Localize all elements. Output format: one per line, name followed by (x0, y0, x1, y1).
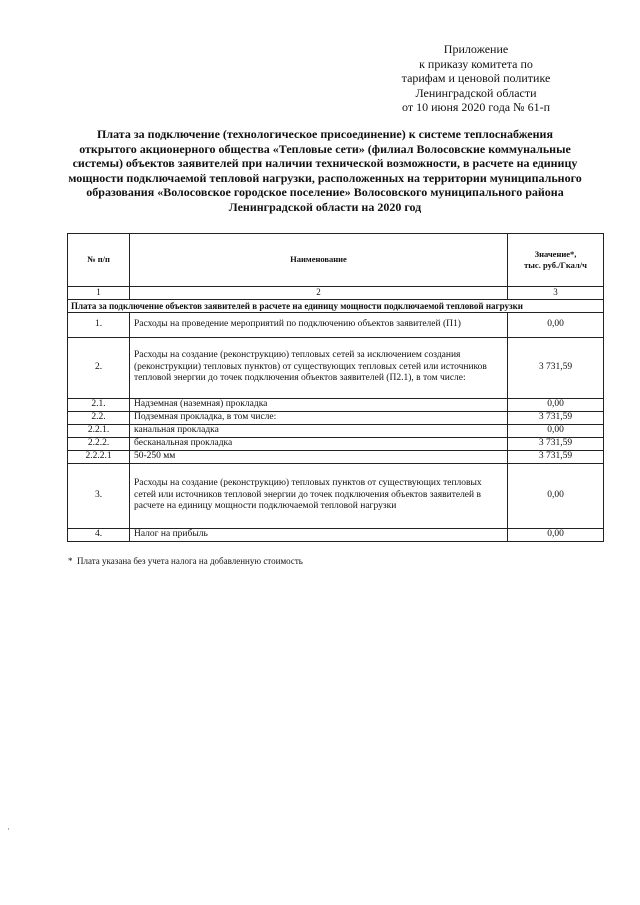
table-header-row (68, 234, 604, 287)
appendix-line: тарифам и ценовой политике (401, 71, 551, 85)
column-index: 2 (130, 287, 508, 300)
row-value: 0,00 (508, 463, 604, 528)
table-row (68, 528, 604, 541)
row-value: 3 731,59 (508, 450, 604, 463)
row-name: Надземная (наземная) прокладка (130, 398, 508, 411)
row-name: Налог на прибыль (130, 528, 508, 541)
footnote-text: Плата указана без учета налога на добавленную стоимость (77, 556, 303, 566)
row-num: 3. (68, 463, 130, 528)
header-value-line1: Значение*, (534, 248, 577, 259)
column-index: 1 (68, 287, 130, 300)
section-row (68, 299, 604, 312)
table-row (68, 424, 604, 437)
row-num: 2.2.1. (68, 424, 130, 437)
title-line: системы) объектов заявителей при наличии технической возможности, в расчете на единицу (72, 156, 578, 171)
header-name: Наименование (130, 234, 508, 287)
table-row (68, 463, 604, 528)
row-value: 0,00 (508, 398, 604, 411)
row-num: 2.1. (68, 398, 130, 411)
section-heading: Плата за подключение объектов заявителей в расчете на единицу мощности подключаемой тепловой нагрузки (68, 299, 604, 312)
table-row (68, 337, 604, 398)
fee-table (67, 233, 604, 542)
appendix-line: от 10 июня 2020 года № 61-п (402, 100, 550, 114)
table-row (68, 450, 604, 463)
table-row (68, 411, 604, 424)
row-name: Подземная прокладка, в том числе: (130, 411, 508, 424)
column-index: 3 (508, 287, 604, 300)
title-line: образования «Волосовское городское поселение» Волосовского муниципального района (86, 185, 564, 200)
title-line: Плата за подключение (технологическое присоединение) к системе теплоснабжения (97, 127, 553, 141)
row-name: 50-250 мм (130, 450, 508, 463)
row-num: 2. (68, 337, 130, 398)
table-row (68, 398, 604, 411)
row-name: Расходы на проведение мероприятий по подключению объектов заявителей (П1) (130, 312, 508, 337)
appendix-line: Приложение (443, 42, 509, 56)
table-row (68, 437, 604, 450)
header-value (508, 234, 604, 287)
footnote-asterisk: * (68, 556, 77, 566)
header-value-line2: тыс. руб./Гкал/ч (524, 260, 587, 270)
row-num: 2.2. (68, 411, 130, 424)
row-num: 1. (68, 312, 130, 337)
row-value: 3 731,59 (508, 411, 604, 424)
header-num: № п/п (68, 234, 130, 287)
appendix-header (366, 42, 586, 115)
table-row (68, 312, 604, 337)
row-name: канальная прокладка (130, 424, 508, 437)
row-value: 0,00 (508, 528, 604, 541)
row-num: 2.2.2.1 (68, 450, 130, 463)
title-line: Ленинградской области на 2020 год (228, 199, 422, 214)
row-num: 2.2.2. (68, 437, 130, 450)
title-line: мощности подключаемой тепловой нагрузки, расположенных на территории муниципального (68, 170, 582, 185)
row-value: 0,00 (508, 424, 604, 437)
scan-mark (8, 828, 9, 830)
row-name: бесканальная прокладка (130, 437, 508, 450)
document-title (60, 127, 590, 215)
row-name: Расходы на создание (реконструкцию) тепловых пунктов от существующих тепловых сетей или источников тепловой энергии до точек подключения объектов заявителей в расчете на единицу мощности подключаемой тепловой нагрузки (130, 463, 508, 528)
appendix-line: Ленинградской области (415, 85, 537, 100)
title-line: открытого акционерного общества «Тепловые сети» (филиал Волосовские коммунальные (79, 141, 571, 156)
appendix-line: к приказу комитета по (419, 56, 533, 71)
row-value: 3 731,59 (508, 437, 604, 450)
footnote (68, 556, 303, 566)
row-value: 0,00 (508, 312, 604, 337)
row-num: 4. (68, 528, 130, 541)
row-value: 3 731,59 (508, 337, 604, 398)
row-name: Расходы на создание (реконструкцию) тепловых сетей за исключением создания (реконструкции) тепловых пунктов) от существующих тепловых сетей или источников тепловой энергии до точек подключения объектов заявителей (П2.1), в том числе: (130, 337, 508, 398)
column-index-row (68, 287, 604, 300)
